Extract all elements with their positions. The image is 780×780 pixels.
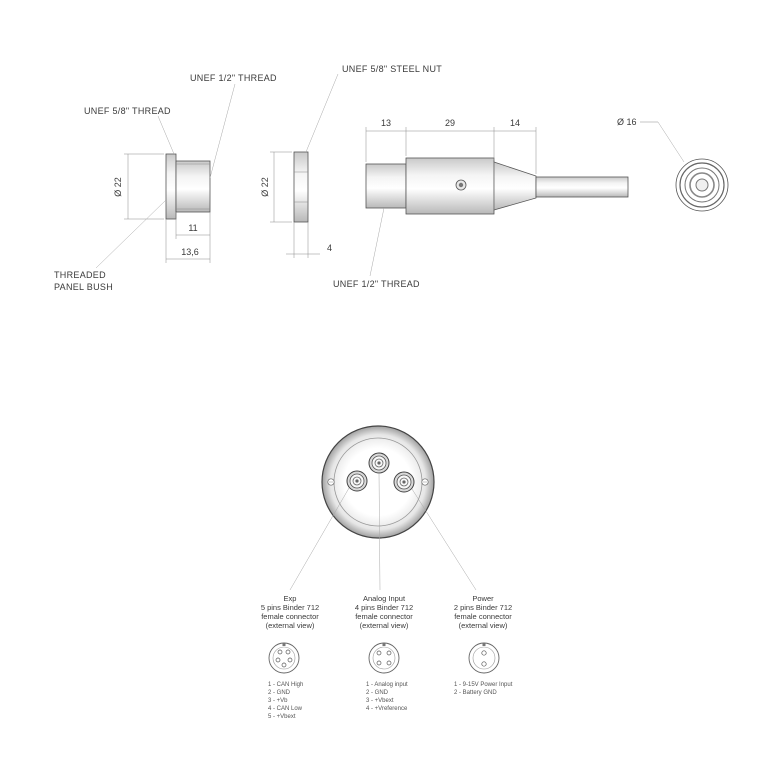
plug-tail-dim: 14	[509, 118, 521, 128]
analog-type: female connector	[355, 612, 413, 621]
bush-diameter-dim: Ø 22	[113, 177, 123, 197]
exp-pin-4: 4 - CAN Low	[268, 706, 303, 712]
end-diameter-dim: Ø 16	[617, 117, 637, 127]
label-unef-half-thread-bottom: UNEF 1/2" THREAD	[333, 279, 420, 289]
exp-pin-3: 3 - +Vb	[268, 698, 288, 704]
analog-pin-1: 1 - Analog input	[366, 682, 408, 688]
power-type: female connector	[454, 612, 512, 621]
power-pinout	[469, 643, 499, 673]
panel-connector-power	[394, 472, 414, 492]
steel-nut	[294, 152, 308, 222]
plug-connector	[366, 158, 628, 214]
label-unef-58-steel-nut: UNEF 5/8" STEEL NUT	[342, 64, 443, 74]
power-view: (external view)	[458, 621, 508, 630]
analog-view: (external view)	[359, 621, 409, 630]
exp-view: (external view)	[265, 621, 315, 630]
panel-connector-analog	[369, 453, 389, 473]
plug-end-view	[676, 159, 728, 211]
analog-pinout	[369, 643, 399, 673]
nut-width-dim: 4	[327, 243, 333, 253]
exp-pin-list	[268, 682, 303, 720]
power-pin-2: 2 - Battery GND	[454, 690, 497, 696]
analog-title: Analog Input	[362, 594, 406, 603]
exp-type: female connector	[261, 612, 319, 621]
exp-pin-2: 2 - GND	[268, 690, 291, 696]
panel-face	[322, 426, 434, 538]
analog-pin-3: 3 - +Vbext	[366, 698, 394, 704]
analog-pin-4: 4 - +Vreference	[366, 706, 408, 712]
exp-title: Exp	[283, 594, 297, 603]
exp-pin-5: 5 - +Vbext	[268, 714, 296, 720]
panel-bush	[166, 154, 210, 219]
bush-total-dim: 13,6	[181, 247, 199, 257]
nut-diameter-dim: Ø 22	[260, 177, 270, 197]
power-pin-1: 1 - 9-15V Power Input	[454, 682, 513, 688]
power-title: Power	[472, 594, 494, 603]
analog-pin-2: 2 - GND	[366, 690, 389, 696]
power-pin-list	[454, 682, 513, 696]
panel-connector-exp	[347, 471, 367, 491]
label-unef-half-thread-top: UNEF 1/2" THREAD	[190, 73, 277, 83]
connector-power-caption	[454, 594, 512, 630]
analog-pin-list	[366, 682, 408, 712]
power-spec: 2 pins Binder 712	[453, 603, 513, 612]
analog-spec: 4 pins Binder 712	[354, 603, 414, 612]
connector-analog-caption	[355, 594, 413, 630]
plug-front-dim: 13	[380, 118, 392, 128]
exp-spec: 5 pins Binder 712	[260, 603, 320, 612]
bush-width-dim: 11	[188, 223, 198, 233]
exp-pin-1: 1 - CAN High	[268, 682, 304, 688]
exp-pinout	[269, 643, 299, 673]
label-threaded: THREADED	[54, 270, 106, 280]
label-panel-bush: PANEL BUSH	[54, 282, 114, 292]
connector-exp-caption	[261, 594, 319, 630]
plug-body-dim: 29	[444, 118, 456, 128]
label-unef-58-thread: UNEF 5/8" THREAD	[84, 106, 171, 116]
